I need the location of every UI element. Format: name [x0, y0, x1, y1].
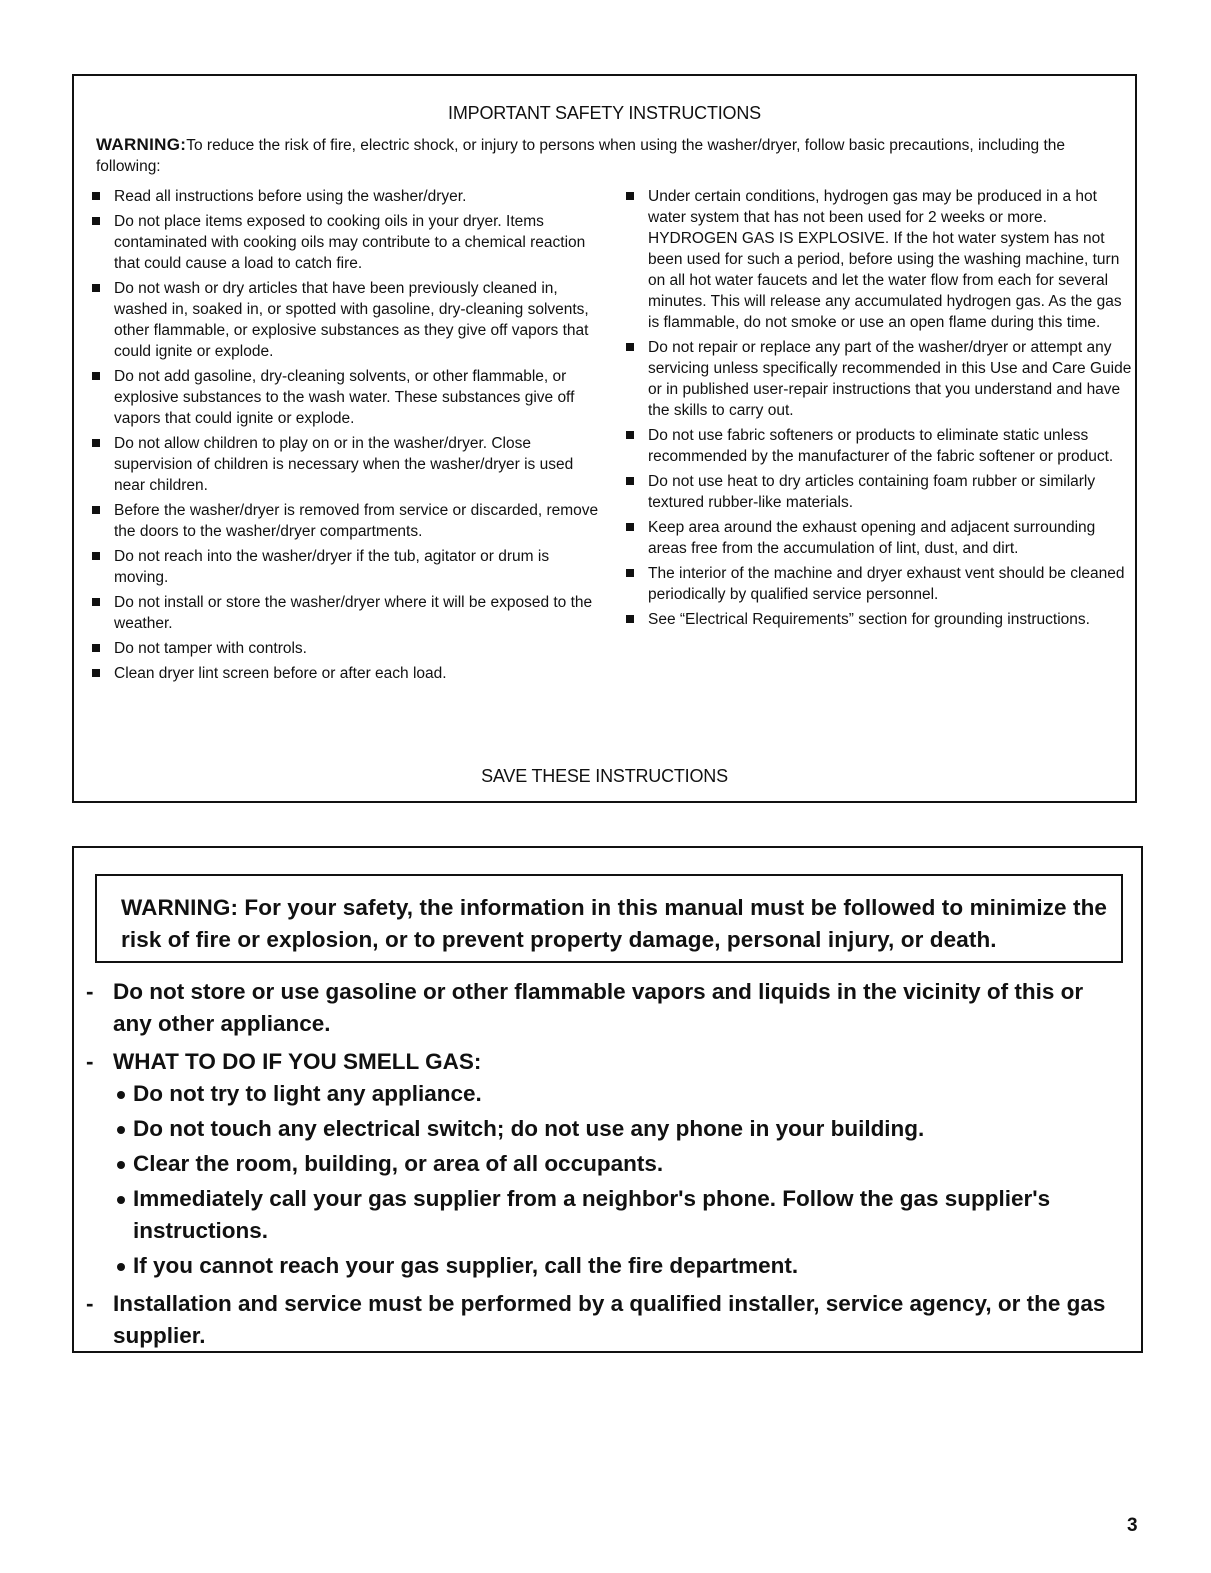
dot-bullet-icon: [117, 1126, 125, 1134]
dot-bullet-icon: [117, 1161, 125, 1169]
list-item: Do not wash or dry articles that have been previously cleaned in, washed in, soaked in, or spotted with gasoline, dry-cleaning solvents, other flammable, or explosive substances as they give off vapors that could ignite or explode.: [90, 278, 600, 362]
safety-instructions-box: [72, 74, 1137, 803]
square-bullet-icon: [92, 506, 100, 514]
list-item: Do not try to light any appliance.: [113, 1078, 1126, 1110]
square-bullet-icon: [92, 644, 100, 652]
gas-warning-box: [72, 846, 1143, 1353]
warning-text: To reduce the risk of fire, electric shock, or injury to persons when using the washer/dryer, follow basic precautions, including the following:: [96, 137, 1066, 175]
gas-warning-banner: WARNING: For your safety, the information in this manual must be followed to minimize the risk of fire or explosion, or to prevent property damage, personal injury, or death.: [95, 874, 1123, 963]
square-bullet-icon: [92, 372, 100, 380]
list-item: - Installation and service must be performed by a qualified installer, service agency, or the gas supplier.: [86, 1288, 1126, 1352]
warning-lead: WARNING:: [96, 135, 187, 154]
list-item: See “Electrical Requirements” section for grounding instructions.: [624, 609, 1134, 630]
page-number: 3: [1127, 1515, 1138, 1536]
square-bullet-icon: [626, 615, 634, 623]
right-column: [624, 186, 1134, 634]
list-item: [86, 1046, 1126, 1282]
list-item: Clear the room, building, or area of all occupants.: [113, 1148, 1126, 1180]
list-item: Do not place items exposed to cooking oils in your dryer. Items contaminated with cooking oils may contribute to a chemical reaction that could cause a load to catch fire.: [90, 211, 600, 274]
square-bullet-icon: [626, 343, 634, 351]
dash-bullet: -: [86, 979, 94, 1004]
gas-instructions-list: [86, 976, 1126, 1358]
list-item: Read all instructions before using the washer/dryer.: [90, 186, 600, 207]
square-bullet-icon: [626, 569, 634, 577]
list-item: The interior of the machine and dryer exhaust vent should be cleaned periodically by qualified service personnel.: [624, 563, 1134, 605]
smell-gas-steps: [113, 1078, 1126, 1282]
list-item: Do not use fabric softeners or products to eliminate static unless recommended by the manufacturer of the fabric softener or product.: [624, 425, 1134, 467]
safety-title: IMPORTANT SAFETY INSTRUCTIONS: [448, 103, 761, 123]
list-item: - Do not store or use gasoline or other flammable vapors and liquids in the vicinity of this or any other appliance.: [86, 976, 1126, 1040]
list-item: Do not use heat to dry articles containing foam rubber or similarly textured rubber-like materials.: [624, 471, 1134, 513]
square-bullet-icon: [626, 477, 634, 485]
list-item: Do not add gasoline, dry-cleaning solvents, or other flammable, or explosive substances to the wash water. These substances give off vapors that could ignite or explode.: [90, 366, 600, 429]
square-bullet-icon: [92, 217, 100, 225]
warning-intro: [96, 134, 1116, 177]
list-item: Do not install or store the washer/dryer where it will be exposed to the weather.: [90, 592, 600, 634]
square-bullet-icon: [626, 523, 634, 531]
list-item: Keep area around the exhaust opening and adjacent surrounding areas free from the accumulation of lint, dust, and dirt.: [624, 517, 1134, 559]
list-item: If you cannot reach your gas supplier, call the fire department.: [113, 1250, 1126, 1282]
save-instructions-footer: SAVE THESE INSTRUCTIONS: [481, 766, 728, 786]
dot-bullet-icon: [117, 1263, 125, 1271]
left-column: [90, 186, 600, 688]
square-bullet-icon: [626, 192, 634, 200]
list-item: Do not tamper with controls.: [90, 638, 600, 659]
list-item: Do not allow children to play on or in the washer/dryer. Close supervision of children is necessary when the washer/dryer is used near children.: [90, 433, 600, 496]
list-item: Do not repair or replace any part of the washer/dryer or attempt any servicing unless specifically recommended in this Use and Care Guide or in published user-repair instructions that you understand and have the skills to carry out.: [624, 337, 1134, 421]
list-item: Do not touch any electrical switch; do not use any phone in your building.: [113, 1113, 1126, 1145]
smell-gas-heading: WHAT TO DO IF YOU SMELL GAS:: [113, 1049, 482, 1074]
square-bullet-icon: [92, 284, 100, 292]
dot-bullet-icon: [117, 1196, 125, 1204]
dot-bullet-icon: [117, 1091, 125, 1099]
list-item: Do not reach into the washer/dryer if the tub, agitator or drum is moving.: [90, 546, 600, 588]
square-bullet-icon: [626, 431, 634, 439]
square-bullet-icon: [92, 598, 100, 606]
list-item: Immediately call your gas supplier from a neighbor's phone. Follow the gas supplier's instructions.: [113, 1183, 1126, 1247]
dash-bullet: -: [86, 1049, 94, 1074]
list-item: Before the washer/dryer is removed from service or discarded, remove the doors to the washer/dryer compartments.: [90, 500, 600, 542]
dash-bullet: -: [86, 1291, 94, 1316]
square-bullet-icon: [92, 439, 100, 447]
square-bullet-icon: [92, 669, 100, 677]
square-bullet-icon: [92, 192, 100, 200]
list-item: Clean dryer lint screen before or after each load.: [90, 663, 600, 684]
list-item: Under certain conditions, hydrogen gas may be produced in a hot water system that has not been used for 2 weeks or more. HYDROGEN GAS IS EXPLOSIVE. If the hot water system has not been used for such a period, before using the washing machine, turn on all hot water faucets and let the water flow from each for several minutes. This will release any accumulated hydrogen gas. As the gas is flammable, do not smoke or use an open flame during this time.: [624, 186, 1134, 333]
square-bullet-icon: [92, 552, 100, 560]
